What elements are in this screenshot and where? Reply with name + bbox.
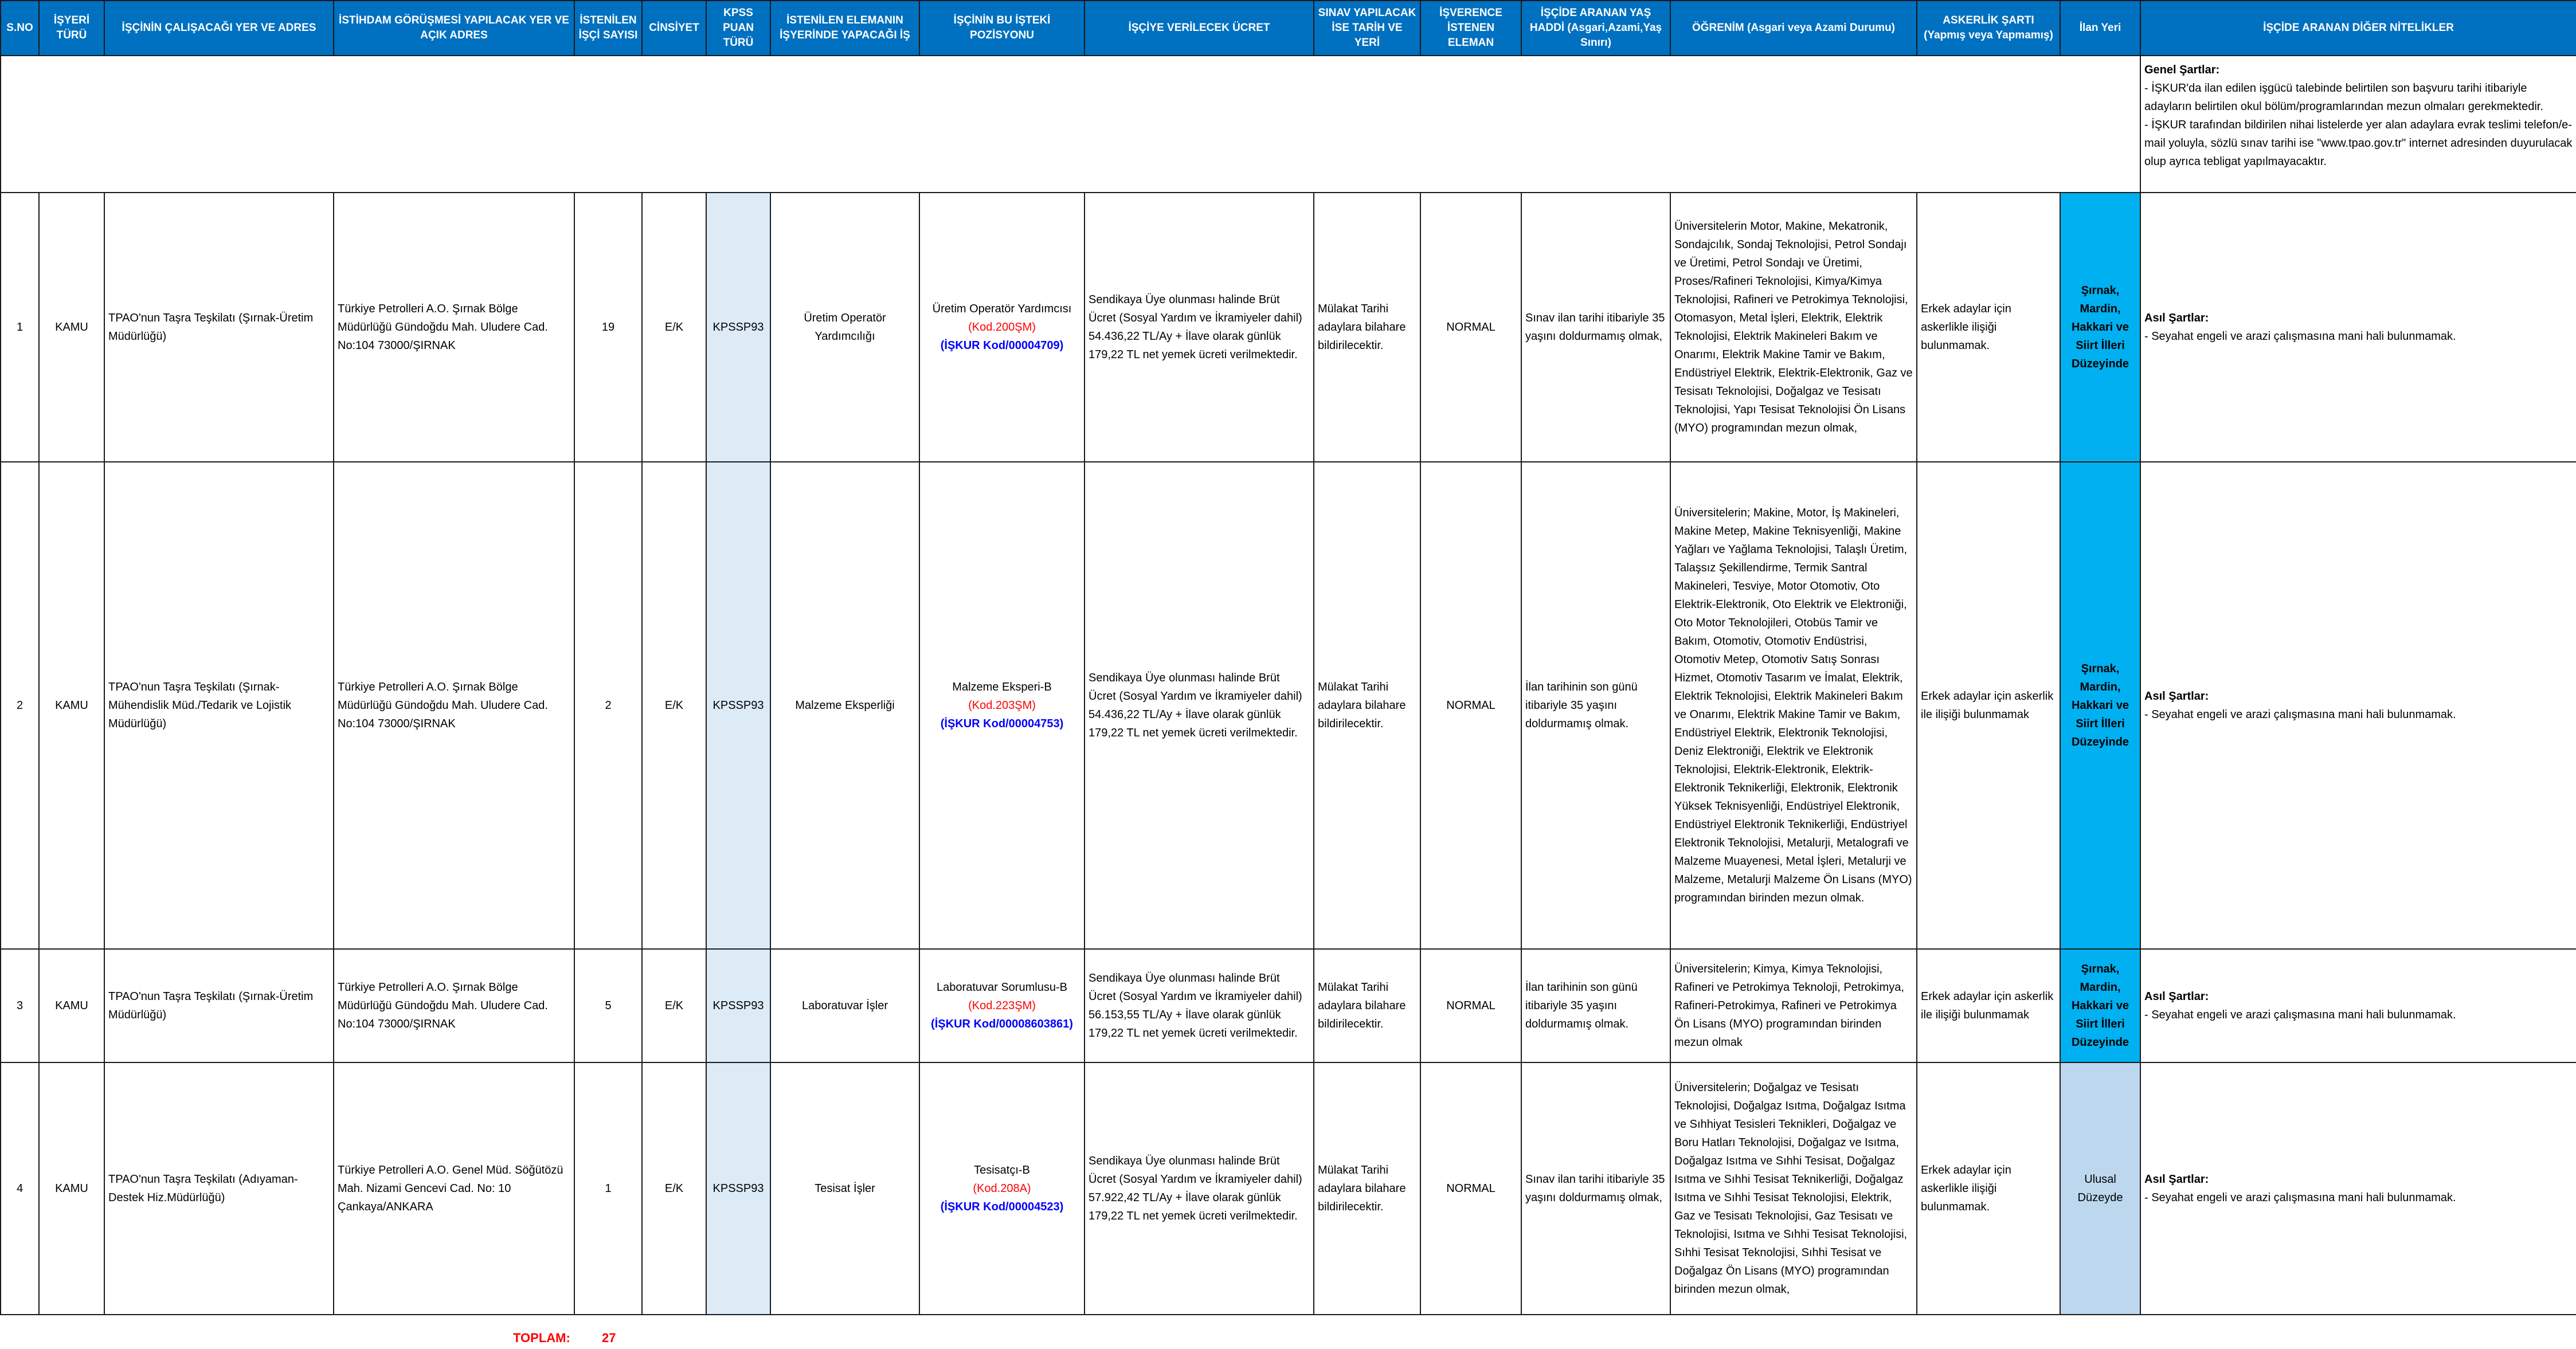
cell-cinsiyet: E/K (642, 193, 706, 462)
cell-diger (2140, 949, 2576, 1062)
cell-askerlik: Erkek adaylar için askerlikle ilişiği bulunmamak. (1917, 1062, 2060, 1315)
asil-sartlar-title: Asıl Şartlar: (2144, 1173, 2209, 1186)
cell-sno: 4 (1, 1062, 39, 1315)
cell-isyeri-turu: KAMU (39, 949, 104, 1062)
cell-isyeri-turu: KAMU (39, 1062, 104, 1315)
cell-ucret: Sendikaya Üye olunması halinde Brüt Ücret (Sosyal Yardım ve İkramiyeler dahil) 56.153,55 TL/Ay + İlave olarak günlük 179,22 TL net yemek ücreti verilmektedir. (1085, 949, 1314, 1062)
cell-diger (2140, 462, 2576, 949)
cell-yas: Sınav ilan tarihi itibariyle 35 yaşını doldurmamış olmak, (1521, 1062, 1670, 1315)
header-ucret: İŞÇİYE VERİLECEK ÜCRET (1085, 1, 1314, 56)
cell-gorusme-adres: Türkiye Petrolleri A.O. Şırnak Bölge Müdürlüğü Gündoğdu Mah. Uludere Cad. No:104 73000/ŞIRNAK (334, 949, 574, 1062)
header-cinsiyet: CİNSİYET (642, 1, 706, 56)
cell-ilan-yeri: Ulusal Düzeyde (2060, 1062, 2140, 1315)
cell-isverence: NORMAL (1420, 949, 1521, 1062)
cell-calisacagi-yer: TPAO'nun Taşra Teşkilatı (Şırnak-Üretim Müdürlüğü) (104, 949, 334, 1062)
cell-sno: 2 (1, 462, 39, 949)
header-yapacagi-is: İSTENİLEN ELEMANIN İŞYERİNDE YAPACAĞI İŞ (770, 1, 919, 56)
cell-isverence: NORMAL (1420, 1062, 1521, 1315)
cell-yas: İlan tarihinin son günü itibariyle 35 yaşını doldurmamış olmak. (1521, 462, 1670, 949)
header-ilan-yeri: İlan Yeri (2060, 1, 2140, 56)
asil-sartlar-text: - Seyahat engeli ve arazi çalışmasına mani hali bulunmamak. (2144, 330, 2456, 343)
cell-cinsiyet: E/K (642, 1062, 706, 1315)
table-row (1, 1062, 2576, 1315)
cell-diger (2140, 1062, 2576, 1315)
header-sno: S.NO (1, 1, 39, 56)
cell-ilan-yeri: Şırnak, Mardin, Hakkari ve Siirt İlleri Düzeyinde (2060, 193, 2140, 462)
cell-pozisyon (919, 949, 1085, 1062)
cell-ucret: Sendikaya Üye olunması halinde Brüt Ücret (Sosyal Yardım ve İkramiyeler dahil) 57.922,42 TL/Ay + İlave olarak günlük 179,22 TL net yemek ücreti verilmektedir. (1085, 1062, 1314, 1315)
cell-isyeri-turu: KAMU (39, 193, 104, 462)
cell-isci-sayisi: 1 (574, 1062, 642, 1315)
cell-ogrenim: Üniversitelerin Motor, Makine, Mekatronik, Sondajcılık, Sondaj Teknolojisi, Petrol Sondajı ve Üretimi, Petrol Sondajı ve Üretimi, Proses/Rafineri Teknolojisi, Kimya/Kimya Teknolojisi, Rafineri ve Petrokimya Teknolojisi, Otomasyon, Metal İşleri, Elektrik, Elektrik Teknolojisi, Elektrik Makineleri Bakım ve Onarımı, Elektrik Makine Tamir ve Bakım, Endüstriyel Elektrik, Elektrik-Elektronik, Gaz ve Tesisatı Teknolojisi, Doğalgaz ve Tesisatı Teknolojisi, Yapı Tesisat Teknolojisi Ön Lisans (MYO) programından mezun olmak, (1670, 193, 1917, 462)
pozisyon-iskur-kod: (İŞKUR Kod/00008603861) (931, 1018, 1073, 1030)
cell-kpss: KPSSP93 (706, 1062, 770, 1315)
pozisyon-iskur-kod: (İŞKUR Kod/00004753) (940, 717, 1064, 730)
general-empty-span (1, 56, 2140, 193)
asil-sartlar-title: Asıl Şartlar: (2144, 690, 2209, 703)
cell-pozisyon (919, 462, 1085, 949)
cell-askerlik: Erkek adaylar için askerlik ile ilişiği bulunmamak (1917, 462, 2060, 949)
cell-gorusme-adres: Türkiye Petrolleri A.O. Şırnak Bölge Müdürlüğü Gündoğdu Mah. Uludere Cad. No:104 73000/ŞIRNAK (334, 462, 574, 949)
cell-kpss: KPSSP93 (706, 193, 770, 462)
table-row (1, 462, 2576, 949)
general-conditions-title: Genel Şartlar: (2144, 64, 2220, 76)
pozisyon-kod: (Kod.200ŞM) (968, 321, 1036, 334)
cell-sinav: Mülakat Tarihi adaylara bilahare bildirilecektir. (1314, 462, 1420, 949)
asil-sartlar-text: - Seyahat engeli ve arazi çalışmasına mani hali bulunmamak. (2144, 708, 2456, 721)
cell-gorusme-adres: Türkiye Petrolleri A.O. Genel Müd. Söğütözü Mah. Nizami Gencevi Cad. No: 10 Çankaya/ANKARA (334, 1062, 574, 1315)
cell-yas: Sınav ilan tarihi itibariyle 35 yaşını doldurmamış olmak, (1521, 193, 1670, 462)
cell-isci-sayisi: 19 (574, 193, 642, 462)
cell-sno: 1 (1, 193, 39, 462)
cell-kpss: KPSSP93 (706, 949, 770, 1062)
cell-pozisyon (919, 1062, 1085, 1315)
general-conditions-row (1, 56, 2576, 193)
header-isci-sayisi: İSTENİLEN İŞÇİ SAYISI (574, 1, 642, 56)
general-conditions-cell (2140, 56, 2576, 193)
pozisyon-iskur-kod: (İŞKUR Kod/00004709) (940, 339, 1064, 352)
cell-sinav: Mülakat Tarihi adaylara bilahare bildirilecektir. (1314, 949, 1420, 1062)
cell-yapacagi-is: Laboratuvar İşler (770, 949, 919, 1062)
pozisyon-iskur-kod: (İŞKUR Kod/00004523) (940, 1201, 1064, 1213)
header-diger: İŞÇİDE ARANAN DİĞER NİTELİKLER (2140, 1, 2576, 56)
header-row (1, 1, 2576, 56)
cell-isci-sayisi: 2 (574, 462, 642, 949)
cell-kpss: KPSSP93 (706, 462, 770, 949)
cell-gorusme-adres: Türkiye Petrolleri A.O. Şırnak Bölge Müdürlüğü Gündoğdu Mah. Uludere Cad. No:104 73000/ŞIRNAK (334, 193, 574, 462)
cell-calisacagi-yer: TPAO'nun Taşra Teşkilatı (Adıyaman-Destek Hiz.Müdürlüğü) (104, 1062, 334, 1315)
header-isyeri-turu: İŞYERİ TÜRÜ (39, 1, 104, 56)
cell-yas: İlan tarihinin son günü itibariyle 35 yaşını doldurmamış olmak. (1521, 949, 1670, 1062)
asil-sartlar-text: - Seyahat engeli ve arazi çalışmasına mani hali bulunmamak. (2144, 1009, 2456, 1021)
cell-cinsiyet: E/K (642, 949, 706, 1062)
pozisyon-ad: Malzeme Eksperi-B (952, 681, 1052, 693)
cell-yapacagi-is: Üretim Operatör Yardımcılığı (770, 193, 919, 462)
cell-yapacagi-is: Malzeme Eksperliği (770, 462, 919, 949)
table-row (1, 193, 2576, 462)
pozisyon-kod: (Kod.223ŞM) (968, 999, 1036, 1012)
cell-ilan-yeri: Şırnak, Mardin, Hakkari ve Siirt İlleri Düzeyinde (2060, 949, 2140, 1062)
cell-ogrenim: Üniversitelerin; Doğalgaz ve Tesisatı Teknolojisi, Doğalgaz Isıtma, Doğalgaz Isıtma ve Sıhhiyat Tesisleri Teknikleri, Doğalgaz ve Boru Hatları Teknolojisi, Doğalgaz ve Isıtma, Doğalgaz Isıtma ve Sıhhi Tesisat, Doğalgaz Isıtma ve Sıhhi Tesisat Teknikerliği, Doğalgaz Isıtma ve Sıhhi Tesisat Teknolojisi, Elektrik, Gaz ve Tesisatı Teknolojisi, Gaz Tesisatı ve Teknolojisi, Isıtma ve Sıhhi Tesisat Teknolojisi, Sıhhi Tesisat Teknolojisi, Sıhhi Tesisat ve Doğalgaz Ön Lisans (MYO) programından birinden mezun olmak, (1670, 1062, 1917, 1315)
header-isverence: İŞVERENCE İSTENEN ELEMAN (1420, 1, 1521, 56)
header-gorusme-yeri: İSTİHDAM GÖRÜŞMESİ YAPILACAK YER VE AÇIK ADRES (334, 1, 574, 56)
header-askerlik: ASKERLİK ŞARTI (Yapmış veya Yapmamış) (1917, 1, 2060, 56)
header-calisacagi-yer: İŞÇİNİN ÇALIŞACAĞI YER VE ADRES (104, 1, 334, 56)
asil-sartlar-title: Asıl Şartlar: (2144, 312, 2209, 324)
cell-ucret: Sendikaya Üye olunması halinde Brüt Ücret (Sosyal Yardım ve İkramiyeler dahil) 54.436,22 TL/Ay + İlave olarak günlük 179,22 TL net yemek ücreti verilmektedir. (1085, 462, 1314, 949)
header-pozisyon: İŞÇİNİN BU İŞTEKİ POZİSYONU (919, 1, 1085, 56)
total-value: 27 (602, 1331, 616, 1345)
header-ogrenim: ÖĞRENİM (Asgari veya Azami Durumu) (1670, 1, 1917, 56)
cell-sinav: Mülakat Tarihi adaylara bilahare bildirilecektir. (1314, 1062, 1420, 1315)
header-sinav: SINAV YAPILACAK İSE TARİH VE YERİ (1314, 1, 1420, 56)
general-condition-1: - İŞKUR'da ilan edilen işgücü talebinde belirtilen son başvuru tarihi itibariyle adayların belirtilen okul bölüm/programlarından mezun olmaları gerekmektedir. (2144, 82, 2543, 113)
asil-sartlar-text: - Seyahat engeli ve arazi çalışmasına mani hali bulunmamak. (2144, 1191, 2456, 1204)
pozisyon-kod: (Kod.203ŞM) (968, 699, 1036, 712)
general-condition-2: - İŞKUR tarafından bildirilen nihai listelerde yer alan adaylara evrak teslimi telefon/e-mail yoluyla, sözlü sınav tarihi ise "www.tpao.gov.tr" internet adresinden duyurulacak olup ayrıca tebligat yapılmayacaktır. (2144, 119, 2573, 168)
total-label: TOPLAM: (513, 1331, 570, 1345)
cell-cinsiyet: E/K (642, 462, 706, 949)
pozisyon-ad: Tesisatçı-B (974, 1164, 1030, 1177)
cell-diger (2140, 193, 2576, 462)
asil-sartlar-title: Asıl Şartlar: (2144, 990, 2209, 1003)
cell-isyeri-turu: KAMU (39, 462, 104, 949)
cell-isverence: NORMAL (1420, 462, 1521, 949)
cell-pozisyon (919, 193, 1085, 462)
cell-ogrenim: Üniversitelerin; Makine, Motor, İş Makineleri, Makine Metep, Makine Teknisyenliği, Makine Yağları ve Yağlama Teknolojisi, Talaşlı Üretim, Talaşsız Şekillendirme, Termik Santral Makineleri, Tesviye, Motor Otomotiv, Oto Elektrik-Elektronik, Oto Elektrik ve Elektroniği, Oto Motor Teknolojileri, Otobüs Tamir ve Bakım, Otomotiv, Otomotiv Endüstrisi, Otomotiv Metep, Otomotiv Satış Sonrası Hizmet, Otomotiv Tasarım ve İmalat, Elektrik, Elektrik Teknolojisi, Elektrik Makineleri Bakım ve Onarımı, Elektrik Makine Tamir ve Bakım, Endüstriyel Elektrik, Elektronik Teknolojisi, Deniz Elektroniği, Elektrik ve Elektronik Teknolojisi, Elektrik-Elektronik, Elektrik-Elektronik Teknikerliği, Elektronik, Elektronik Yüksek Teknisyenliği, Endüstriyel Elektronik, Endüstriyel Elektronik Teknikerliği, Endüstriyel Elektronik Teknolojisi, Metalurji, Metalografi ve Malzeme Muayenesi, Metal İşleri, Metalurji ve Malzeme, Metalurji Malzeme Ön Lisans (MYO) programından birinden mezun olmak. (1670, 462, 1917, 949)
pozisyon-ad: Üretim Operatör Yardımcısı (932, 303, 1072, 315)
header-kpss: KPSS PUAN TÜRÜ (706, 1, 770, 56)
cell-sno: 3 (1, 949, 39, 1062)
cell-calisacagi-yer: TPAO'nun Taşra Teşkilatı (Şırnak-Mühendislik Müd./Tedarik ve Lojistik Müdürlüğü) (104, 462, 334, 949)
cell-ogrenim: Üniversitelerin; Kimya, Kimya Teknolojisi, Rafineri ve Petrokimya Teknoloji, Petrokimya, Rafineri-Petrokimya, Rafineri ve Petrokimya Ön Lisans (MYO) programından birinden mezun olmak (1670, 949, 1917, 1062)
cell-isverence: NORMAL (1420, 193, 1521, 462)
pozisyon-kod: (Kod.208A) (973, 1182, 1031, 1195)
header-yas: İŞÇİDE ARANAN YAŞ HADDİ (Asgari,Azami,Yaş Sınırı) (1521, 1, 1670, 56)
pozisyon-ad: Laboratuvar Sorumlusu-B (937, 981, 1067, 994)
cell-sinav: Mülakat Tarihi adaylara bilahare bildirilecektir. (1314, 193, 1420, 462)
cell-askerlik: Erkek adaylar için askerlikle ilişiği bulunmamak. (1917, 193, 2060, 462)
cell-askerlik: Erkek adaylar için askerlik ile ilişiği bulunmamak (1917, 949, 2060, 1062)
cell-yapacagi-is: Tesisat İşler (770, 1062, 919, 1315)
cell-ilan-yeri: Şırnak, Mardin, Hakkari ve Siirt İlleri Düzeyinde (2060, 462, 2140, 949)
cell-isci-sayisi: 5 (574, 949, 642, 1062)
cell-calisacagi-yer: TPAO'nun Taşra Teşkilatı (Şırnak-Üretim Müdürlüğü) (104, 193, 334, 462)
cell-ucret: Sendikaya Üye olunması halinde Brüt Ücret (Sosyal Yardım ve İkramiyeler dahil) 54.436,22 TL/Ay + İlave olarak günlük 179,22 TL net yemek ücreti verilmektedir. (1085, 193, 1314, 462)
table-row (1, 949, 2576, 1062)
